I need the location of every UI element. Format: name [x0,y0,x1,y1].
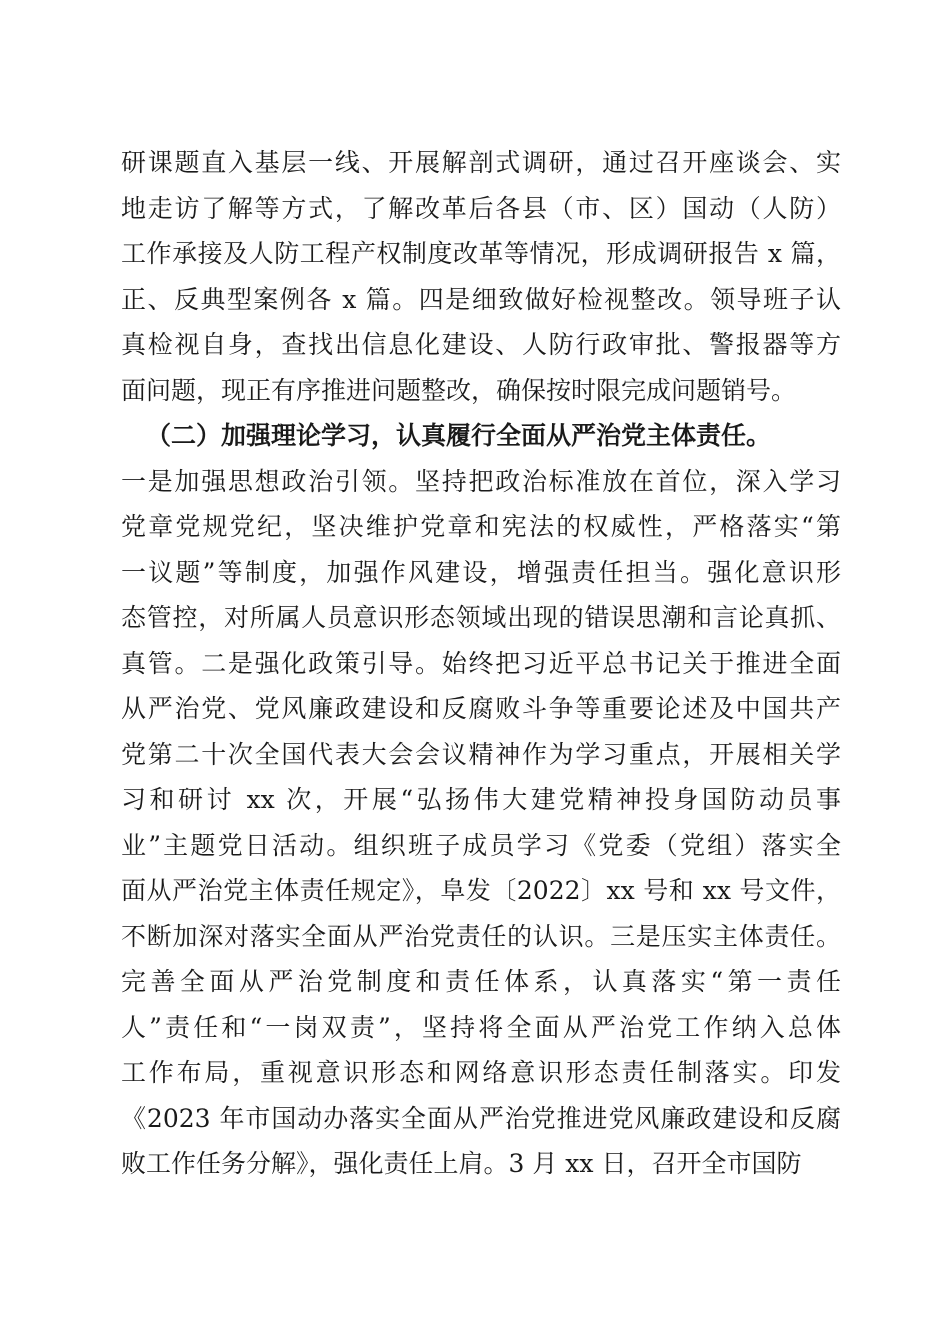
text-line: 业”主题党日活动。组织班子成员学习《党委（党组）落实全 [121,830,841,860]
text-line: 地走访了解等方式，了解改革后各县（市、区）国动（人防） [121,193,841,223]
text-line: 败工作任务分解》，强化责任上肩。3 月 xx 日，召开全市国防 [121,1149,802,1178]
section-heading: （二）加强理论学习，认真履行全面从严治党主体责任。 [146,421,772,450]
text-line: 人”责任和“一岗双责”，坚持将全面从严治党工作纳入总体 [121,1012,841,1042]
text-line: 真管。二是强化政策引导。始终把习近平总书记关于推进全面 [121,648,841,678]
text-line: 从严治党、党风廉政建设和反腐败斗争等重要论述及中国共产 [121,694,841,723]
text-line: 面从严治党主体责任规定》，阜发〔2022〕xx 号和 xx 号文件， [121,876,841,905]
text-line: 一是加强思想政治引领。坚持把政治标准放在首位，深入学习 [121,466,841,496]
text-line: 党章党规党纪，坚决维护党章和宪法的权威性，严格落实“第 [121,512,841,541]
text-line: 党第二十次全国代表大会会议精神作为学习重点，开展相关学 [121,739,841,769]
text-line: 《2023 年市国动办落实全面从严治党推进党风廉政建设和反腐 [121,1103,841,1133]
text-line: 完善全面从严治党制度和责任体系，认真落实“第一责任 [121,967,841,996]
text-line: 工作布局，重视意识形态和网络意识形态责任制落实。印发 [121,1058,841,1087]
text-line: 正、反典型案例各 x 篇。四是细致做好检视整改。领导班子认 [121,284,841,314]
text-line: 真检视自身，查找出信息化建设、人防行政审批、警报器等方 [121,330,841,359]
text-line: 态管控，对所属人员意识形态领域出现的错误思潮和言论真抓、 [121,603,841,632]
text-line: 不断加深对落实全面从严治党责任的认识。三是压实主体责任。 [121,921,841,951]
text-line: 研课题直入基层一线、开展解剖式调研，通过召开座谈会、实 [121,148,841,177]
text-line: 面问题，现正有序推进问题整改，确保按时限完成问题销号。 [121,375,797,405]
text-line: 习和研讨 xx 次，开展“弘扬伟大建党精神投身国防动员事 [121,785,841,814]
text-line: 工作承接及人防工程产权制度改革等情况，形成调研报告 x 篇， [121,239,841,268]
text-line: 一议题”等制度，加强作风建设，增强责任担当。强化意识形 [121,557,841,587]
body-text [121,140,841,1187]
